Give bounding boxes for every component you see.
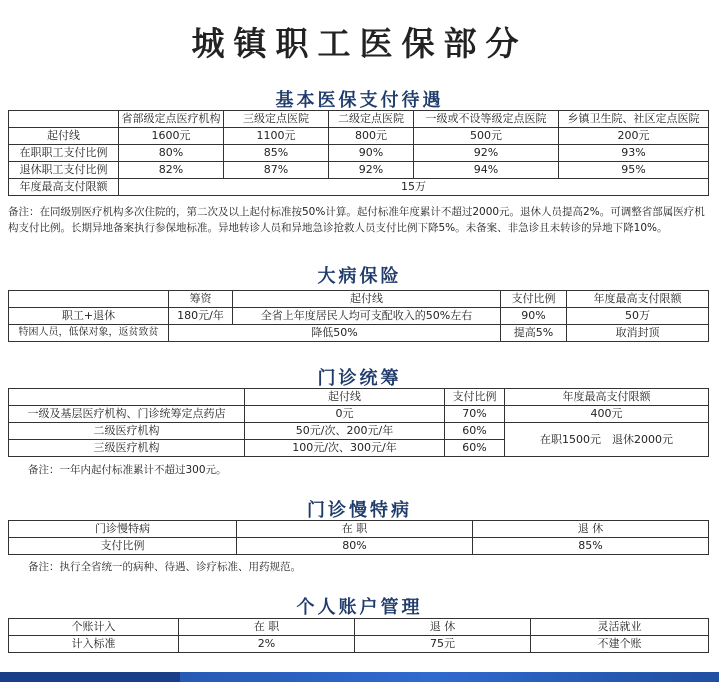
- table-row: [9, 128, 709, 145]
- table-cell: 1600元: [119, 128, 224, 145]
- row-label: 特困人员，低保对象，返贫致贫: [9, 325, 169, 342]
- table-row: [9, 162, 709, 179]
- table-cell: 93%: [559, 145, 709, 162]
- table-row: [9, 325, 709, 342]
- header-cell: 乡镇卫生院、社区定点医院: [559, 111, 709, 128]
- table-cell: 80%: [237, 538, 473, 555]
- table-cell: 不建个账: [531, 636, 709, 653]
- header-cell: [9, 291, 169, 308]
- table-header-row: [9, 619, 709, 636]
- table-cell: 60%: [445, 440, 505, 457]
- row-label: 一级及基层医疗机构、门诊统筹定点药店: [9, 406, 245, 423]
- header-cell: 筹资: [169, 291, 233, 308]
- outpatient-section-title: 门诊统筹: [317, 368, 402, 389]
- table-row: [9, 538, 709, 555]
- row-label: 在职职工支付比例: [9, 145, 119, 162]
- table-cell: 75元: [355, 636, 531, 653]
- table-cell: 200元: [559, 128, 709, 145]
- table-cell: 92%: [329, 162, 414, 179]
- bottom-decorative-bar: [0, 672, 719, 682]
- table-cell: 400元: [505, 406, 709, 423]
- table-cell: 80%: [119, 145, 224, 162]
- bottom-bar-accent: [0, 672, 180, 682]
- table-cell: 提高5%: [501, 325, 567, 342]
- table-header-row: [9, 521, 709, 538]
- row-label: 三级医疗机构: [9, 440, 245, 457]
- row-label: 退休职工支付比例: [9, 162, 119, 179]
- outpatient-note: 备注：一年内起付标准累计不超过300元。: [28, 464, 227, 476]
- chronic-section-title: 门诊慢特病: [307, 500, 412, 521]
- header-cell: 灵活就业: [531, 619, 709, 636]
- table-cell: 90%: [501, 308, 567, 325]
- table-row: [9, 636, 709, 653]
- row-label: 职工+退休: [9, 308, 169, 325]
- table-cell: 全省上年度居民人均可支配收入的50%左右: [233, 308, 501, 325]
- table-row: [9, 179, 709, 196]
- table-cell: 85%: [224, 145, 329, 162]
- table-cell: 1100元: [224, 128, 329, 145]
- header-cell: 个账计入: [9, 619, 179, 636]
- row-label: 支付比例: [9, 538, 237, 555]
- table-cell: 85%: [473, 538, 709, 555]
- personal-section-title: 个人账户管理: [296, 597, 423, 618]
- header-cell: 起付线: [233, 291, 501, 308]
- header-cell: 退 休: [473, 521, 709, 538]
- header-cell: 年度最高支付限额: [505, 389, 709, 406]
- table-cell: 2%: [179, 636, 355, 653]
- row-label: 计入标准: [9, 636, 179, 653]
- table-cell: 82%: [119, 162, 224, 179]
- serious-illness-table: [8, 290, 709, 342]
- table-cell: 90%: [329, 145, 414, 162]
- row-label: 年度最高支付限额: [9, 179, 119, 196]
- header-cell: 在 职: [179, 619, 355, 636]
- outpatient-pool-table: [8, 388, 709, 457]
- row-label: 起付线: [9, 128, 119, 145]
- basic-benefits-table: [8, 110, 709, 196]
- header-cell: 支付比例: [501, 291, 567, 308]
- table-cell: 50万: [567, 308, 709, 325]
- chronic-note: 备注：执行全省统一的病种、待遇、诊疗标准、用药规范。: [28, 561, 301, 573]
- header-cell: 门诊慢特病: [9, 521, 237, 538]
- serious-section-title: 大病保险: [317, 266, 402, 287]
- table-cell: 800元: [329, 128, 414, 145]
- header-cell: 省部级定点医疗机构: [119, 111, 224, 128]
- header-cell: 退 休: [355, 619, 531, 636]
- table-header-row: [9, 111, 709, 128]
- chronic-disease-table: [8, 520, 709, 555]
- header-cell: 一级或不设等级定点医院: [414, 111, 559, 128]
- table-row: [9, 145, 709, 162]
- header-cell: 起付线: [245, 389, 445, 406]
- table-header-row: [9, 291, 709, 308]
- table-cell: 94%: [414, 162, 559, 179]
- table-cell: 500元: [414, 128, 559, 145]
- basic-section-title: 基本医保支付待遇: [275, 90, 444, 111]
- table-cell: 87%: [224, 162, 329, 179]
- header-cell: 三级定点医院: [224, 111, 329, 128]
- row-label: 二级医疗机构: [9, 423, 245, 440]
- merged-limit-cell: 在职1500元 退休2000元: [505, 423, 709, 457]
- table-cell: 95%: [559, 162, 709, 179]
- table-cell: 取消封顶: [567, 325, 709, 342]
- table-cell: 100元/次、300元/年: [245, 440, 445, 457]
- table-cell: 60%: [445, 423, 505, 440]
- table-cell: 180元/年: [169, 308, 233, 325]
- table-cell: 92%: [414, 145, 559, 162]
- header-cell: 年度最高支付限额: [567, 291, 709, 308]
- header-cell: [9, 111, 119, 128]
- table-cell: 50元/次、200元/年: [245, 423, 445, 440]
- annual-limit-cell: 15万: [119, 179, 709, 196]
- header-cell: 支付比例: [445, 389, 505, 406]
- table-cell: 70%: [445, 406, 505, 423]
- header-cell: [9, 389, 245, 406]
- table-row: [9, 308, 709, 325]
- table-row: [9, 406, 709, 423]
- table-header-row: [9, 389, 709, 406]
- header-cell: 在 职: [237, 521, 473, 538]
- header-cell: 二级定点医院: [329, 111, 414, 128]
- table-cell: 0元: [245, 406, 445, 423]
- table-cell: 降低50%: [169, 325, 501, 342]
- basic-note: 备注：在同级别医疗机构多次住院的，第二次及以上起付标准按50%计算。起付标准年度累计不超过2000元。退休人员提高2%。可调整省部属医疗机构支付比例。长期异地备案执行参保地标准。异地转诊人员和异地急诊抢救人员支付比例下降5%。未备案、非急诊且未转诊的异地下降10%。: [8, 206, 705, 234]
- table-row: [9, 423, 709, 440]
- page-title: 城镇职工医保部分: [191, 24, 528, 63]
- personal-account-table: [8, 618, 709, 653]
